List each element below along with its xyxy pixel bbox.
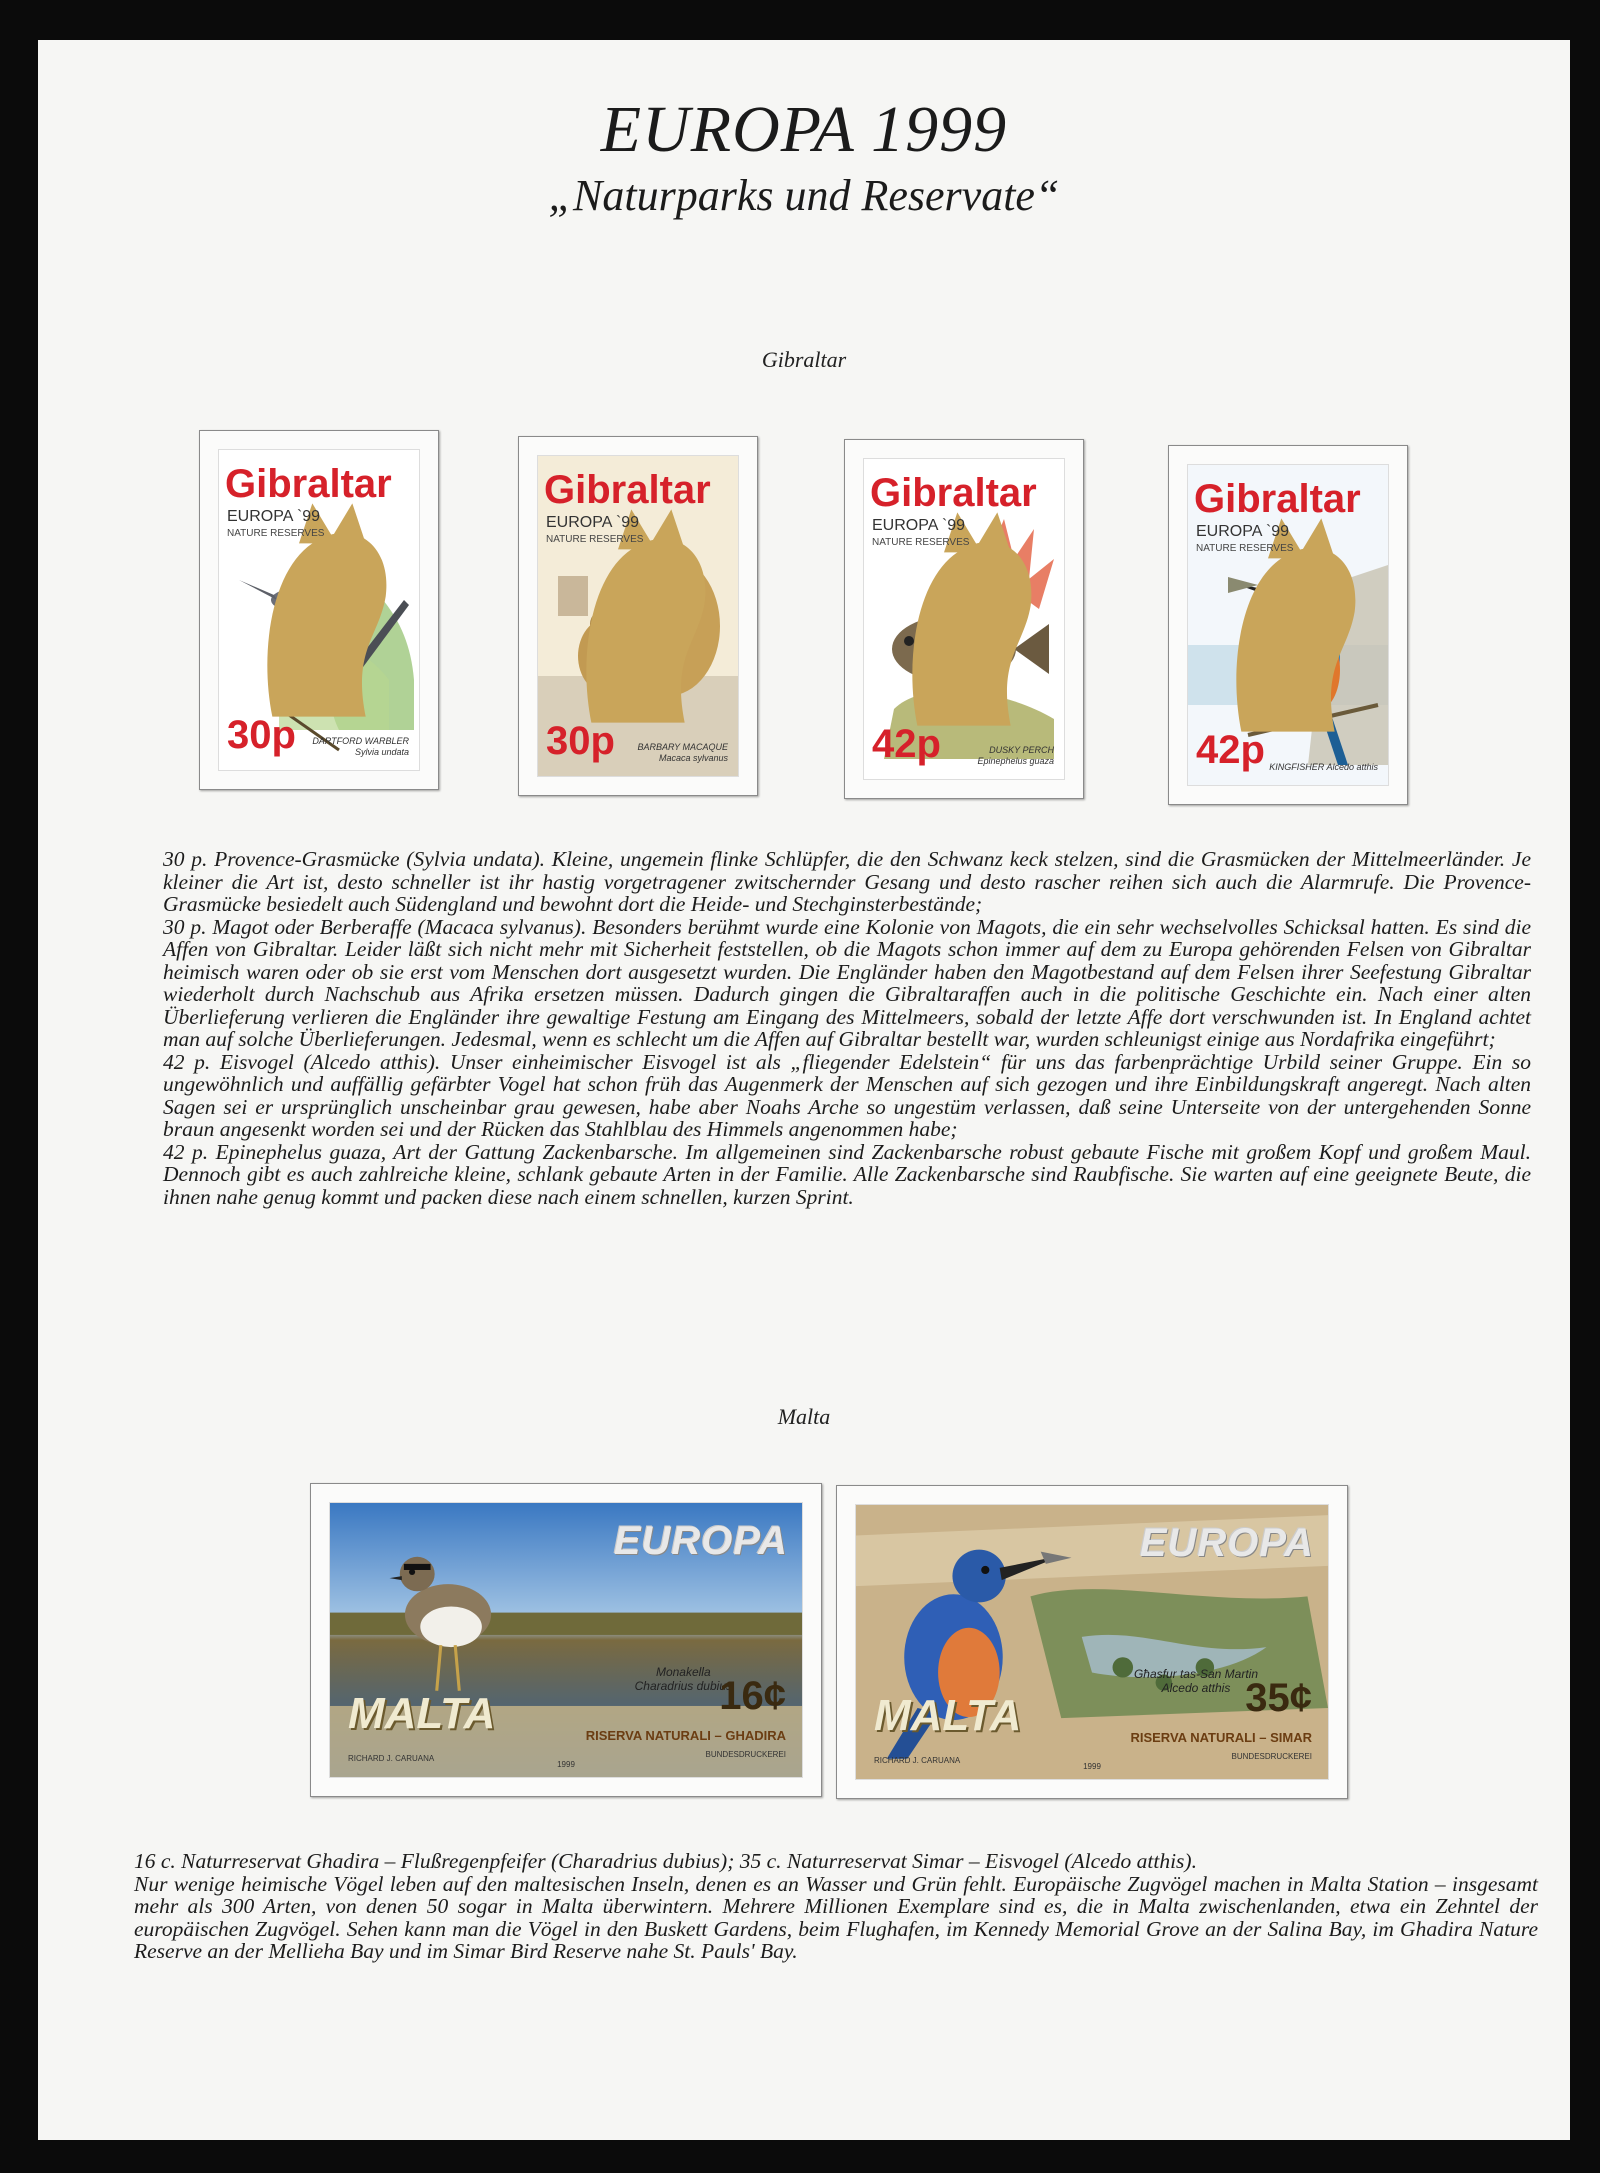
stamp-caption [977,745,1054,767]
stamp-issue: EUROPA `99 [546,514,640,531]
malta-description [134,1850,1538,1963]
page-title: EUROPA 1999 [600,93,1008,166]
stamp-theme: NATURE RESERVES [872,537,970,548]
stamp-caption-line2: Macaca sylvanus [658,753,728,763]
stamp [537,455,739,777]
stamp-designer: RICHARD J. CARUANA [348,1754,435,1763]
section-label-malta: Malta [777,1404,831,1429]
paragraph: 30 p. Provence-Grasmücke (Sylvia undata). Kleine, ungemein flinke Schlüpfer, die den Schwanz keck stelzen, sind die Grasmücken der Mittelmeerländer. Je kleiner die Art ist, desto schneller ist ihr hastig vorgetragener zwitschernder Gesang und desto rascher reihen sich auch die Alarmrufe. Die Provence-Grasmücke besiedelt auch Südengland und bewohnt dort die Heide- und Stechginsterbestände; [163,847,1531,916]
stamp-caption-line1: Għasfur tas-San Martin [1133,1667,1258,1681]
stamp-caption-line1: DUSKY PERCH [989,745,1054,755]
stamp-theme: NATURE RESERVES [1196,543,1294,554]
paragraph: 42 p. Eisvogel (Alcedo atthis). Unser einheimischer Eisvogel ist als „fliegender Edelstein“ für uns das farbenprächtige Urbild seiner Gruppe. Ein so ungewöhnlich und auffällig gefärbter Vogel hat schon früh das Augenmerk der Menschen auf sich gezogen und ihre Einbildungskraft angeregt. Nach alten Sagen sei er ursprünglich unscheinbar grau gewesen, habe aber Noahs Arche so ungestüm verlassen, daß seine Unterseite von der untergehenden Sonne braun angesenkt worden sei und der Rücken das Stahlblau des Himmels angenommen habe; [163,1049,1531,1141]
stamp-caption-line2: Alcedo atthis [1161,1681,1231,1695]
stamp-mount [836,1485,1348,1799]
stamp-value: 30p [546,719,615,763]
stamp-mount [199,430,439,790]
stamp-year: 1999 [1083,1762,1101,1771]
stamp-country: MALTA [874,1691,1022,1740]
stamp-mount [844,439,1084,799]
stamp-caption-line1: Monakella [655,1665,711,1679]
stamp-country: Gibraltar [225,462,392,506]
stamp-mount [1168,445,1408,805]
stamp-value: 16¢ [719,1674,786,1718]
stamp-country: Gibraltar [544,468,711,512]
stamp-theme: NATURE RESERVES [546,534,644,545]
stamp [1187,464,1389,786]
stamp-country: Gibraltar [1194,477,1361,521]
stamp-country: MALTA [348,1689,496,1738]
europa-logo: EUROPA [613,1519,788,1563]
stamp-printer: BUNDESDRUCKEREI [705,1750,786,1759]
stamp-value: 30p [227,713,296,757]
gibraltar-description [163,848,1531,1208]
stamp-caption [1269,762,1378,773]
stamp-printer: BUNDESDRUCKEREI [1231,1752,1312,1761]
stamp-value: 42p [1196,728,1265,772]
stamp-reserve: RISERVA NATURALI – SIMAR [1130,1730,1312,1745]
stamp-country: Gibraltar [870,471,1037,515]
stamp-designer: RICHARD J. CARUANA [874,1756,961,1765]
paragraph: 42 p. Epinephelus guaza, Art der Gattung Zackenbarsche. Im allgemeinen sind Zackenbarsche robust gebaute Fische mit großem Kopf und großem Maul. Dennoch gibt es auch zahlreiche kleine, schlank gebaute Arten in der Familie. Alle Zackenbarsche sind Raubfische. Sie warten auf eine geeignete Beute, die ihnen nahe genug kommt und packen diese nach einem schnellen, kurzen Sprint. [163,1139,1531,1209]
stamp-mount [310,1483,822,1797]
stamp-caption-line2: Epinephelus guaza [977,756,1054,766]
stamp [329,1502,803,1778]
stamp-caption-line2: Charadrius dubius [634,1679,732,1693]
stamp-mount [518,436,758,796]
stamp-caption [637,742,728,764]
stamp-value: 35¢ [1245,1676,1312,1720]
stamp-issue: EUROPA `99 [872,517,966,534]
stamp-caption-line2: Sylvia undata [354,747,409,757]
stamp-caption-line1: KINGFISHER Alcedo atthis [1269,762,1378,772]
stamp-caption-line1: DARTFORD WARBLER [312,736,409,746]
stamp-issue: EUROPA `99 [227,508,321,525]
stamp-theme: NATURE RESERVES [227,528,325,539]
stamp [863,458,1065,780]
stamp [218,449,420,771]
paragraph: 16 c. Naturreservat Ghadira – Flußregenpfeifer (Charadrius dubius); 35 c. Naturreservat Simar – Eisvogel (Alcedo atthis). [134,1849,1197,1873]
stamp-caption [1134,1667,1258,1695]
album-page [38,40,1570,2140]
stamp-value: 42p [872,722,941,766]
section-label-gibraltar: Gibraltar [761,347,847,372]
paragraph: Nur wenige heimische Vögel leben auf den maltesischen Inseln, denen es an Wasser und Grün fehlt. Europäische Zugvögel machen in Malta Station – insgesamt mehr als 300 Arten, von denen 50 sogar in Malta überwintern. Mehrere Millionen Exemplare sind es, die in Malta zwischenlanden, etwa ein Zehntel der europäischen Zugvögel. Sehen kann man die Vögel in den Buskett Gardens, beim Flughafen, im Kennedy Memorial Grove an der Salina Bay, im Ghadira Nature Reserve an der Mellieha Bay und im Simar Bird Reserve nahe St. Pauls' Bay. [134,1871,1538,1963]
page-subtitle: „Naturparks und Reservate“ [548,171,1060,220]
stamp-reserve: RISERVA NATURALI – GHADIRA [585,1728,786,1743]
stamp [855,1504,1329,1780]
stamp-caption [312,736,409,758]
stamp-year: 1999 [557,1760,575,1769]
stamp-issue: EUROPA `99 [1196,523,1290,540]
europa-logo: EUROPA [1139,1521,1314,1565]
stamp-caption-line1: BARBARY MACAQUE [637,742,728,752]
paragraph: 30 p. Magot oder Berberaffe (Macaca sylvanus). Besonders berühmt wurde eine Kolonie von Magots, die ein sehr wechselvolles Schicksal hatten. Es sind die Affen von Gibraltar. Leider läßt sich nicht mehr mit Sicherheit feststellen, ob die Magots schon immer auf dem zu Europa gehörenden Felsen von Gibraltar heimisch waren oder ob sie erst vom Menschen dort ausgesetzt wurden. Die Engländer haben den Magotbestand auf dem Felsen ihrer Seefestung Gibraltar wiederholt durch Nachschub aus Afrika ersetzen müssen. Dadurch gingen die Gibraltaraffen auch in die politische Geschichte ein. Nach einer alten Überlieferung verlieren die Engländer ihre gewaltige Festung am Eingang des Mittelmeers, sobald der letzte Affe dort verschwunden ist. In England achtet man auf solche Überlieferungen. Jedesmal, wenn es schlecht um die Affen auf Gibraltar bestellt war, wurden schleunigst einige aus Nordafrika eingeführt; [163,914,1531,1051]
stamp-caption [635,1665,732,1693]
